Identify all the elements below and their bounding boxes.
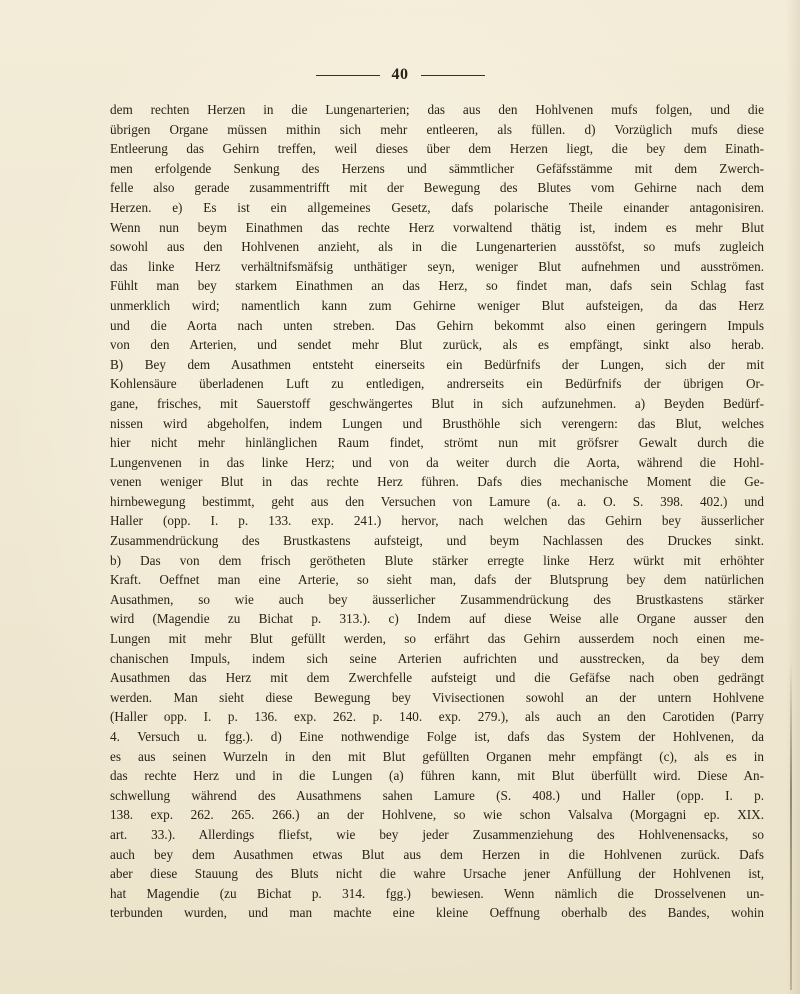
text-line: hat Magendie (zu Bichat p. 314. fgg.) bewiesen. Wenn nämlich die Drosselvenen un- bbox=[110, 885, 764, 901]
text-line: Herzen. e) Es ist ein allgemeines Gesetz, dafs polarische Theile einander antagonisiren. bbox=[110, 199, 764, 215]
page-number: 40 bbox=[391, 66, 409, 83]
text-line: werden. Man sieht diese Bewegung bey Vivisectionen sowohl an der untern Hohlvene bbox=[110, 689, 764, 705]
text-line: dem rechten Herzen in die Lungenarterien; das aus den Hohlvenen mufs folgen, und die bbox=[110, 102, 764, 117]
text-line: hirnbewegung bestimmt, geht aus den Versuchen von Lamure (a. a. O. S. 398. 402.) und bbox=[110, 493, 764, 509]
text-line: men erfolgende Senkung des Herzens und sämmtlicher Gefäfsstämme mit dem Zwerch- bbox=[110, 160, 764, 176]
text-line: terbunden wurden, und man machte eine kleine Oeffnung oberhalb des Bandes, wohin bbox=[110, 905, 764, 921]
text-line: Haller (opp. I. p. 133. exp. 241.) hervor, nach welchen das Gehirn bey äusserlicher bbox=[110, 513, 764, 529]
text-line: Lungenvenen in das linke Herz; und von da weiter durch die Aorta, während die Hohl- bbox=[110, 454, 764, 470]
text-line: Lungen mit mehr Blut gefüllt werden, so erfährt das Gehirn ausserdem noch einen me- bbox=[110, 631, 764, 647]
running-head bbox=[0, 66, 800, 84]
text-line: gane, frisches, mit Sauerstoff geschwängertes Blut in sich aufzunehmen. a) Beyden Bedürf- bbox=[110, 395, 764, 411]
text-line: aber diese Stauung des Bluts nicht die wahre Ursache jener Anfüllung der Hohlvenen ist, bbox=[110, 866, 764, 882]
text-line: es aus seinen Wurzeln in den mit Blut gefüllten Organen mehr empfängt (c), als es in bbox=[110, 748, 764, 764]
text-line: b) Das von dem frisch gerötheten Blute stärker erregte linke Herz würkt mit erhöhter bbox=[110, 552, 764, 568]
header-rule-left bbox=[316, 75, 380, 76]
text-line: Wenn nun beym Einathmen das rechte Herz vorwaltend thätig ist, indem es mehr Blut bbox=[110, 219, 764, 235]
text-line: Kraft. Oeffnet man eine Arterie, so sieht man, dafs der Blutsprung bey dem natürlichen bbox=[110, 572, 764, 588]
page-edge-mark bbox=[790, 660, 792, 990]
page-edge-shadow bbox=[786, 0, 800, 994]
text-line: übrigen Organe müssen mithin sich mehr entleeren, als füllen. d) Vorzüglich mufs diese bbox=[110, 121, 764, 137]
text-line: Ausathmen, so wie auch bey äusserlicher Zusammendrückung des Brustkastens stärker bbox=[110, 591, 764, 607]
text-line: sowohl aus den Hohlvenen anzieht, als in die Lungenarterien ausstöfst, so mufs zugleich bbox=[110, 239, 764, 255]
text-line: unmerklich wird; namentlich kann zum Gehirne weniger Blut aufsteigen, da das Herz bbox=[110, 297, 764, 313]
text-line: Ausathmen das Herz mit dem Zwerchfelle aufsteigt und die Gefäfse nach oben gedrängt bbox=[110, 670, 764, 686]
text-line: venen weniger Blut in das rechte Herz führen. Dafs dies mechanische Moment die Ge- bbox=[110, 474, 764, 490]
text-line: chanischen Impuls, indem sich seine Arterien aufrichten und ausstrecken, da bey dem bbox=[110, 650, 764, 666]
text-line: 4. Versuch u. fgg.). d) Eine nothwendige Folge ist, dafs das System der Hohlvenen, da bbox=[110, 729, 764, 744]
header-rule-right bbox=[421, 75, 485, 76]
text-line: das rechte Herz und in die Lungen (a) führen kann, mit Blut überfüllt wird. Diese An- bbox=[110, 768, 764, 784]
text-line: schwellung während des Ausathmens sahen Lamure (S. 408.) und Haller (opp. I. p. bbox=[110, 787, 764, 803]
text-line: auch bey dem Ausathmen etwas Blut aus dem Herzen in die Hohlvenen zurück. Dafs bbox=[110, 846, 764, 862]
text-line: Kohlensäure überladenen Luft zu entledigen, andrerseits ein Bedürfnifs der übrigen Or- bbox=[110, 376, 764, 392]
text-line: B) Bey dem Ausathmen entsteht einerseits ein Bedürfnifs der Lungen, sich der mit bbox=[110, 356, 764, 372]
body-text bbox=[110, 100, 764, 923]
text-line: nissen wird abgeholfen, indem Lungen und Brusthöhle sich verengern: das Blut, welches bbox=[110, 415, 764, 431]
text-line: 138. exp. 262. 265. 266.) an der Hohlvene, so wie schon Valsalva (Morgagni ep. XIX. bbox=[110, 807, 764, 823]
text-line: von den Arterien, und sendet mehr Blut zurück, als es empfängt, sinkt also herab. bbox=[110, 337, 764, 353]
text-line: hier nicht mehr hinlänglichen Raum findet, strömt nun mit gröfsrer Gewalt durch die bbox=[110, 435, 764, 451]
text-line: wird (Magendie zu Bichat p. 313.). c) Indem auf diese Weise alle Organe ausser den bbox=[110, 611, 764, 627]
text-line: art. 33.). Allerdings fliefst, wie bey jeder Zusammenziehung des Hohlvenensacks, so bbox=[110, 826, 764, 842]
text-line: felle also gerade zusammentrifft mit der Bewegung des Blutes vom Gehirne nach dem bbox=[110, 180, 764, 196]
text-line: Entleerung das Gehirn treffen, weil dieses über dem Herzen liegt, die bey dem Einath- bbox=[110, 141, 764, 157]
text-line: (Haller opp. I. p. 136. exp. 262. p. 140. exp. 279.), als auch an den Carotiden (Parry bbox=[110, 709, 764, 725]
text-line: das linke Herz verhältnifsmäfsig unthätiger seyn, weniger Blut aufnehmen und ausströmen. bbox=[110, 258, 764, 274]
text-line: Fühlt man bey starkem Einathmen an das Herz, so findet man, dafs sein Schlag fast bbox=[110, 278, 764, 294]
text-line: und die Aorta nach unten streben. Das Gehirn bekommt also einen geringern Impuls bbox=[110, 317, 764, 333]
text-line: Zusammendrückung des Brustkastens aufsteigt, und beym Nachlassen des Druckes sinkt. bbox=[110, 533, 764, 549]
